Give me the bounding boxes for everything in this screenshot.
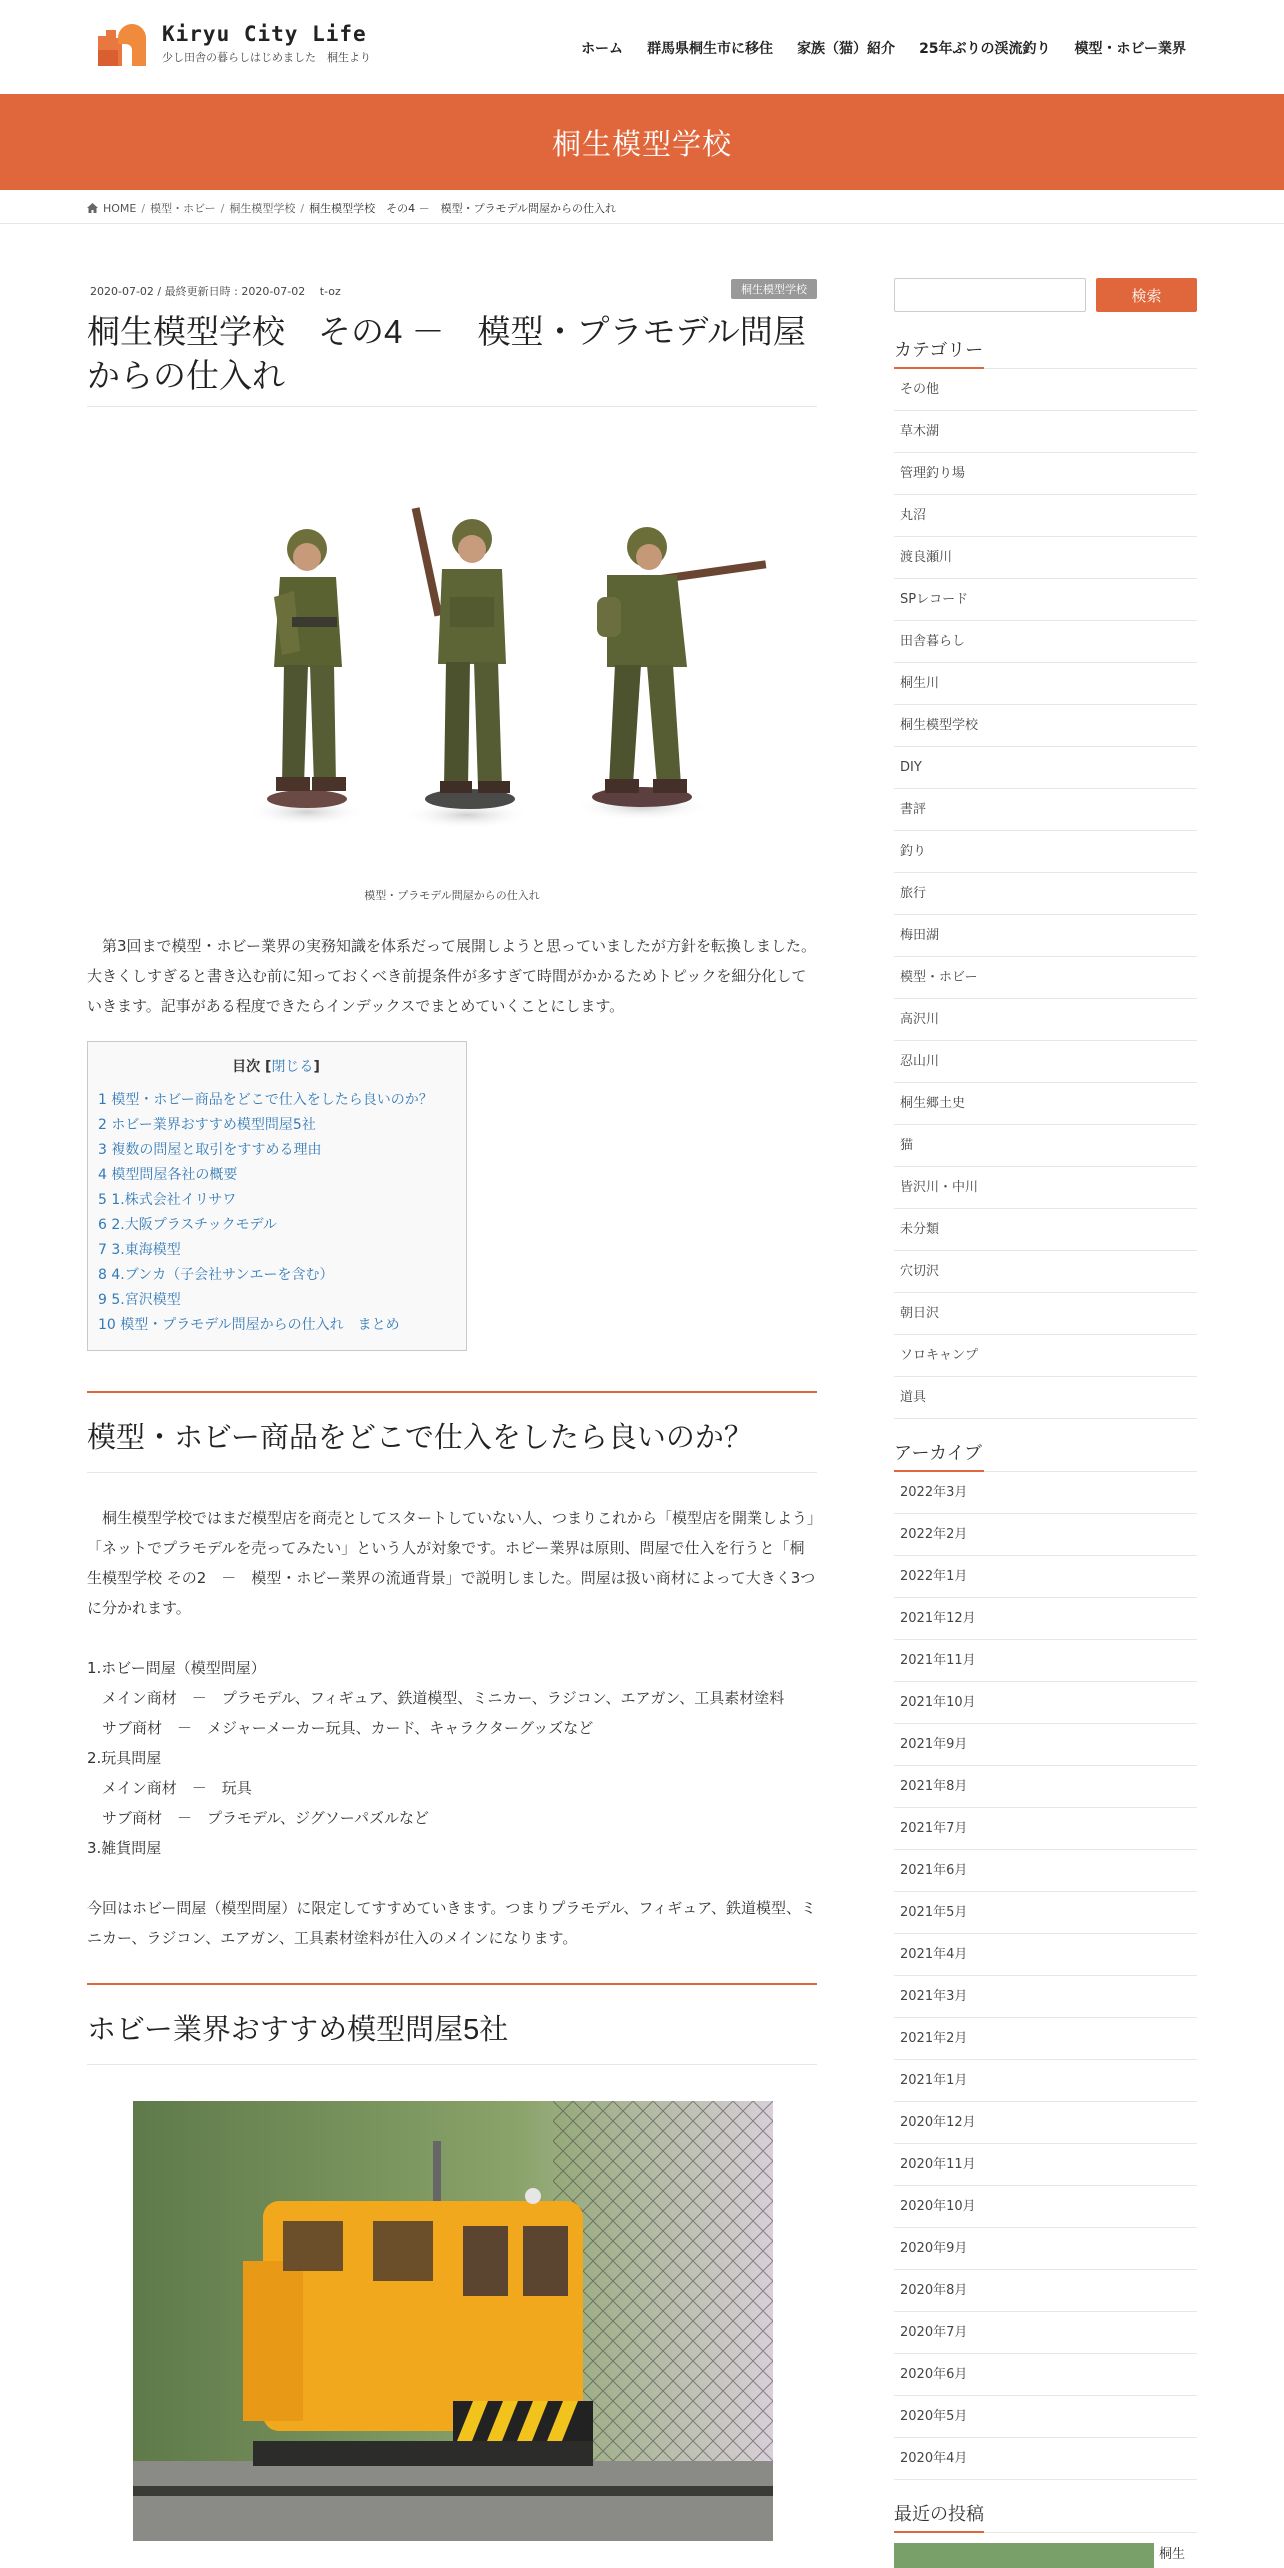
category-item[interactable]: 未分類 — [894, 1209, 1197, 1251]
nav-fishing[interactable]: 25年ぶりの渓流釣り — [919, 41, 1051, 57]
section-heading-2: ホビー業界おすすめ模型問屋5社 — [87, 1983, 817, 2065]
category-item[interactable]: 道具 — [894, 1377, 1197, 1419]
toc-item[interactable]: 5 1.株式会社イリサワ — [98, 1192, 237, 1208]
archive-item[interactable]: 2021年10月 — [894, 1682, 1197, 1724]
category-item[interactable]: 忍山川 — [894, 1041, 1197, 1083]
archive-item[interactable]: 2020年6月 — [894, 2354, 1197, 2396]
breadcrumb: HOME / 模型・ホビー / 桐生模型学校 / 桐生模型学校 その4 － 模型・プラモデル問屋からの仕入れ — [0, 190, 1284, 224]
archive-item[interactable]: 2020年10月 — [894, 2186, 1197, 2228]
post-meta — [87, 278, 817, 302]
toc-item[interactable]: 4 模型問屋各社の概要 — [98, 1167, 238, 1183]
category-item[interactable]: 朝日沢 — [894, 1293, 1197, 1335]
category-item[interactable]: 桐生川 — [894, 663, 1197, 705]
list-line: サブ商材 － メジャーメーカー玩具、カード、キャラクターグッズなど — [87, 1719, 594, 1737]
archive-item[interactable]: 2020年11月 — [894, 2144, 1197, 2186]
list-line: メイン商材 － 玩具 — [87, 1779, 252, 1797]
list-line: 1.ホビー問屋（模型問屋） — [87, 1659, 266, 1677]
section-heading-1: 模型・ホビー商品をどこで仕入をしたら良いのか？ — [87, 1391, 817, 1473]
image-caption: 模型・プラモデル問屋からの仕入れ — [364, 889, 540, 902]
toc-item[interactable]: 2 ホビー業界おすすめ模型問屋5社 — [98, 1117, 316, 1133]
page-title: 桐生模型学校 — [551, 128, 732, 161]
archive-item[interactable]: 2020年8月 — [894, 2270, 1197, 2312]
archive-item[interactable]: 2020年5月 — [894, 2396, 1197, 2438]
site-subtitle: 少し田舎の暮らしはじめました 桐生より — [162, 50, 371, 64]
category-item[interactable]: その他 — [894, 369, 1197, 411]
nav-home[interactable]: ホーム — [581, 41, 624, 57]
list-line: メイン商材 － プラモデル、フィギュア、鉄道模型、ミニカー、ラジコン、エアガン、工具素材塗料 — [87, 1689, 785, 1707]
archive-item[interactable]: 2022年2月 — [894, 1514, 1197, 1556]
category-item[interactable]: 桐生郷土史 — [894, 1083, 1197, 1125]
archive-item[interactable]: 2021年2月 — [894, 2018, 1197, 2060]
archive-item[interactable]: 2022年3月 — [894, 1472, 1197, 1514]
category-item[interactable]: 旅行 — [894, 873, 1197, 915]
global-nav — [581, 38, 1186, 58]
archive-item[interactable]: 2021年11月 — [894, 1640, 1197, 1682]
archive-item[interactable]: 2021年8月 — [894, 1766, 1197, 1808]
page-header-band — [0, 94, 1284, 190]
archive-item[interactable]: 2021年7月 — [894, 1808, 1197, 1850]
archive-list — [894, 1472, 1197, 2480]
category-badge[interactable]: 桐生模型学校 — [731, 279, 817, 299]
archive-title: アーカイブ — [894, 1439, 1197, 1472]
article — [87, 278, 817, 2541]
home-icon — [87, 203, 98, 213]
nav-relocation[interactable]: 群馬県桐生市に移住 — [647, 41, 774, 57]
toc-item[interactable]: 8 4.ブンカ（子会社サンエーを含む） — [98, 1267, 334, 1283]
archive-item[interactable]: 2021年4月 — [894, 1934, 1197, 1976]
toc-heading: 目次 — [232, 1059, 261, 1075]
category-item[interactable]: 桐生模型学校 — [894, 705, 1197, 747]
nav-hobby[interactable]: 模型・ホビー業界 — [1074, 41, 1186, 57]
toc-item[interactable]: 10 模型・プラモデル問屋からの仕入れ まとめ — [98, 1317, 400, 1333]
archive-item[interactable]: 2020年7月 — [894, 2312, 1197, 2354]
category-item[interactable]: 渡良瀬川 — [894, 537, 1197, 579]
recent-post-title: 桐生 — [1159, 2547, 1186, 2562]
archive-item[interactable]: 2022年1月 — [894, 1556, 1197, 1598]
archive-item[interactable]: 2021年5月 — [894, 1892, 1197, 1934]
breadcrumb-hobby[interactable]: 模型・ホビー — [150, 202, 216, 215]
site-header — [0, 0, 1284, 94]
category-item[interactable]: 皆沢川・中川 — [894, 1167, 1197, 1209]
category-item[interactable]: 草木湖 — [894, 411, 1197, 453]
recent-post-item[interactable] — [894, 2543, 1197, 2568]
train-model-image — [133, 2101, 773, 2541]
list-line: 3.雑貨問屋 — [87, 1839, 162, 1857]
archive-item[interactable]: 2020年9月 — [894, 2228, 1197, 2270]
category-item[interactable]: 猫 — [894, 1125, 1197, 1167]
archive-item[interactable]: 2021年6月 — [894, 1850, 1197, 1892]
list-line: サブ商材 － プラモデル、ジグソーパズルなど — [87, 1809, 430, 1827]
sidebar — [894, 278, 1197, 2568]
logo-mark-icon — [92, 18, 150, 68]
site-title: Kiryu City Life — [162, 21, 367, 46]
categories-title: カテゴリー — [894, 336, 1197, 369]
wholesaler-type-list — [87, 1653, 817, 1863]
site-logo[interactable] — [92, 18, 371, 68]
toc-item[interactable]: 1 模型・ホビー商品をどこで仕入をしたら良いのか？ — [98, 1092, 433, 1108]
category-item[interactable]: 模型・ホビー — [894, 957, 1197, 999]
archive-item[interactable]: 2020年12月 — [894, 2102, 1197, 2144]
category-item[interactable]: 釣り — [894, 831, 1197, 873]
post-date: 2020-07-02 / 最終更新日時 : 2020-07-02 t-oz — [90, 285, 341, 298]
archive-item[interactable]: 2020年4月 — [894, 2438, 1197, 2480]
search-button[interactable]: 検索 — [1096, 278, 1197, 312]
toc-item[interactable]: 6 2.大阪プラスチックモデル — [98, 1217, 277, 1233]
category-item[interactable]: 丸沼 — [894, 495, 1197, 537]
category-item[interactable]: 梅田湖 — [894, 915, 1197, 957]
intro-paragraph: 第3回まで模型・ホビー業界の実務知識を体系だって展開しようと思っていましたが方針を転換しました。大きくしすぎると書き込む前に知っておくべき前提条件が多すぎて時間がかかるためトピックを細分化していきます。記事がある程度できたらインデックスでまとめていくことにします。 — [87, 937, 816, 1015]
recent-post-thumbnail — [894, 2543, 1154, 2568]
archive-item[interactable]: 2021年1月 — [894, 2060, 1197, 2102]
toc-item[interactable]: 9 5.宮沢模型 — [98, 1292, 181, 1308]
list-line: 2.玩具問屋 — [87, 1749, 162, 1767]
category-item[interactable]: 管理釣り場 — [894, 453, 1197, 495]
breadcrumb-home[interactable]: HOME — [103, 201, 137, 215]
search-form — [894, 278, 1197, 312]
category-list — [894, 369, 1197, 1419]
search-input[interactable] — [894, 278, 1086, 312]
archive-item[interactable]: 2021年12月 — [894, 1598, 1197, 1640]
post-title: 桐生模型学校 その4 － 模型・プラモデル問屋からの仕入れ — [87, 310, 817, 407]
soldier-figures-image — [87, 447, 817, 877]
toc-item[interactable]: 3 複数の問屋と取引をすすめる理由 — [98, 1142, 322, 1158]
section1-paragraph-2: 今回はホビー問屋（模型問屋）に限定してすすめていきます。つまりプラモデル、フィギュア、鉄道模型、ミニカー、ラジコン、エアガン、工具素材塗料が仕入のメインになります。 — [87, 1899, 817, 1947]
section1-paragraph: 桐生模型学校ではまだ模型店を商売としてスタートしていない人、つまりこれから「模型店を開業しよう」「ネットでプラモデルを売ってみたい」という人が対象です。ホビー業界は原則、問屋で仕入を行うと「桐生模型学校 その2 － 模型・ホビー業界の流通背景」で説明しました。問屋は扱い商材によって大きく3つに分かれます。 — [87, 1509, 816, 1617]
breadcrumb-school[interactable]: 桐生模型学校 — [229, 202, 296, 215]
breadcrumb-current: 桐生模型学校 その4 － 模型・プラモデル問屋からの仕入れ — [309, 202, 617, 215]
toc-toggle[interactable]: 閉じる — [271, 1059, 314, 1075]
category-item[interactable]: ソロキャンプ — [894, 1335, 1197, 1377]
category-item[interactable]: 田舎暮らし — [894, 621, 1197, 663]
archive-item[interactable]: 2021年9月 — [894, 1724, 1197, 1766]
category-item[interactable]: DIY — [894, 747, 1197, 789]
category-item[interactable]: 高沢川 — [894, 999, 1197, 1041]
nav-family[interactable]: 家族（猫）紹介 — [797, 41, 896, 57]
table-of-contents: 目次 [閉じる] 1 模型・ホビー商品をどこで仕入をしたら良いのか？ 2 ホビー業界おすすめ模型問屋5社 3 複数の問屋と取引をすすめる理由 4 模型問屋各社の概要 5 1.株式会社イリサワ 6 2.大阪プラスチックモデル 7 3.東海模型 8 4.ブンカ（子会社サンエーを含む） 9 5.宮沢模型 10 模型・プラモデル問屋からの仕入れ まとめ — [87, 1041, 467, 1351]
archive-item[interactable]: 2021年3月 — [894, 1976, 1197, 2018]
toc-item[interactable]: 7 3.東海模型 — [98, 1242, 181, 1258]
featured-image — [87, 447, 817, 877]
recent-posts-title: 最近の投稿 — [894, 2500, 1197, 2533]
category-item[interactable]: SPレコード — [894, 579, 1197, 621]
category-item[interactable]: 穴切沢 — [894, 1251, 1197, 1293]
category-item[interactable]: 書評 — [894, 789, 1197, 831]
